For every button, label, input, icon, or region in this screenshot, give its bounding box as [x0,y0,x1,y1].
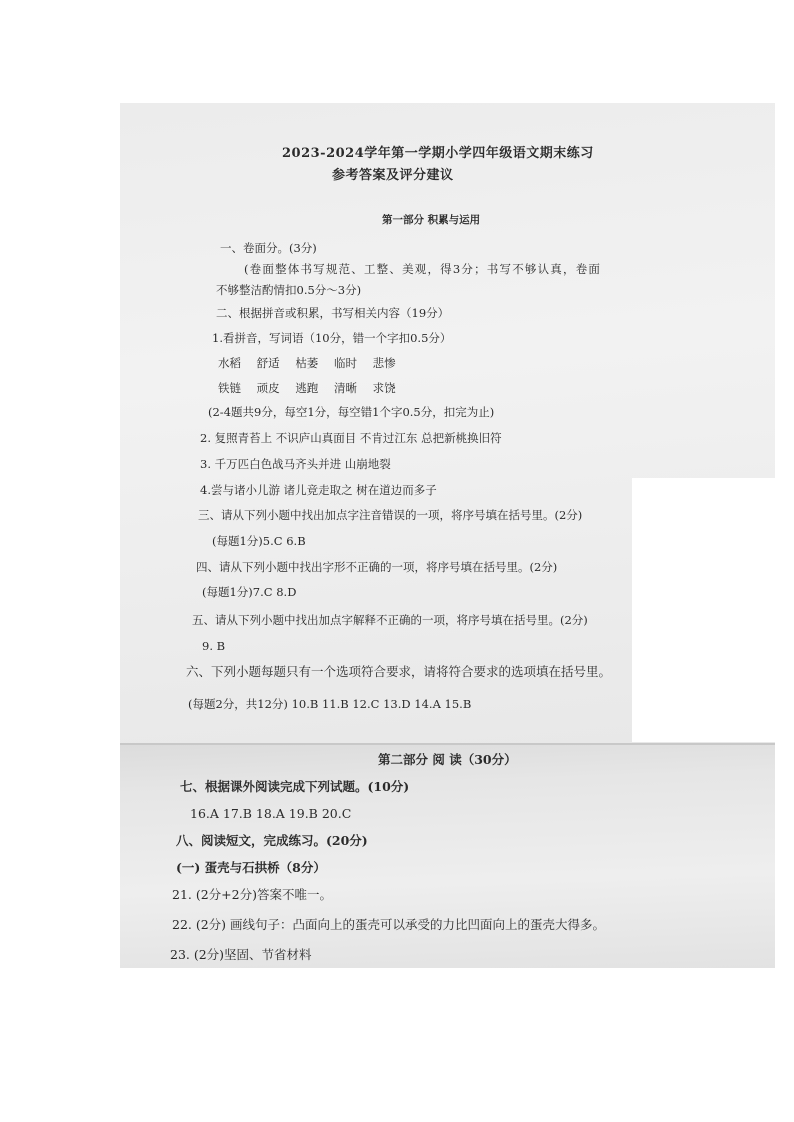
word: 水稻 [218,356,241,370]
q3-answer: (每题1分)5.C 6.B [212,534,306,548]
q1-title: 一、卷面分。(3分) [220,241,317,255]
part2-heading: 第二部分 阅 读（30分） [378,752,517,767]
q3-title: 三、请从下列小题中找出加点字注音错误的一项，将序号填在括号里。(2分) [198,508,583,522]
answer-sheet-page-2 [120,743,775,968]
q2-sub1: 1.看拼音，写词语（10分，错一个字扣0.5分） [212,331,452,345]
document-subtitle: 参考答案及评分建议 [332,168,454,183]
blank-overlay [632,478,794,742]
q2-answer-2: 2. 复照青苔上 不识庐山真面目 不肯过江东 总把新桃换旧符 [200,431,502,445]
q1-line1: (卷面整体书写规范、工整、美观，得3分；书写不够认真，卷面 [244,262,602,276]
word: 铁链 [218,381,241,395]
q5-title: 五、请从下列小题中找出加点字解释不正确的一项，将序号填在括号里。(2分) [192,613,588,627]
q6-title: 六、下列小题每题只有一个选项符合要求，请将符合要求的选项填在括号里。 [186,664,612,679]
q23-answer: 23. (2分)坚固、节省材料 [170,947,312,962]
q7-title: 七、根据课外阅读完成下列试题。(10分) [180,779,410,794]
q5-answer: 9. B [202,639,226,653]
q4-answer: (每题1分)7.C 8.D [202,585,297,599]
q2-answer-3: 3. 千万匹白色战马齐头并进 山崩地裂 [200,457,391,471]
q2-note: (2-4题共9分，每空1分，每空错1个字0.5分，扣完为止) [208,405,495,419]
word: 顽皮 [256,381,280,395]
document-title: 2023-2024学年第一学期小学四年级语文期末练习 [282,146,594,161]
q2-answer-4: 4.尝与诸小儿游 诸儿竞走取之 树在道边而多子 [200,483,437,497]
part1-heading: 第一部分 积累与运用 [382,214,481,226]
words-row-1 [218,356,408,370]
q7-answer: 16.A 17.B 18.A 19.B 20.C [190,806,352,821]
word: 临时 [333,356,357,370]
q1-line2: 不够整洁酌情扣0.5分～3分) [216,283,362,297]
q22-answer: 22. (2分) 画线句子：凸面向上的蛋壳可以承受的力比凹面向上的蛋壳大得多。 [172,917,606,932]
word: 逃跑 [295,381,319,395]
word: 求饶 [372,381,396,395]
word: 清晰 [333,381,357,395]
q8-subtitle: (一) 蛋壳与石拱桥（8分） [176,860,326,875]
q6-answer: (每题2分，共12分) 10.B 11.B 12.C 13.D 14.A 15.B [188,697,472,711]
word: 枯萎 [295,356,319,370]
word: 悲惨 [372,356,396,370]
q8-title: 八、阅读短文，完成练习。(20分) [176,833,368,848]
q2-title: 二、根据拼音或积累，书写相关内容（19分） [216,306,450,320]
word: 舒适 [256,356,280,370]
q4-title: 四、请从下列小题中找出字形不正确的一项，将序号填在括号里。(2分) [196,560,558,574]
words-row-2 [218,381,408,395]
q21-answer: 21. (2分+2分)答案不唯一。 [172,887,332,902]
